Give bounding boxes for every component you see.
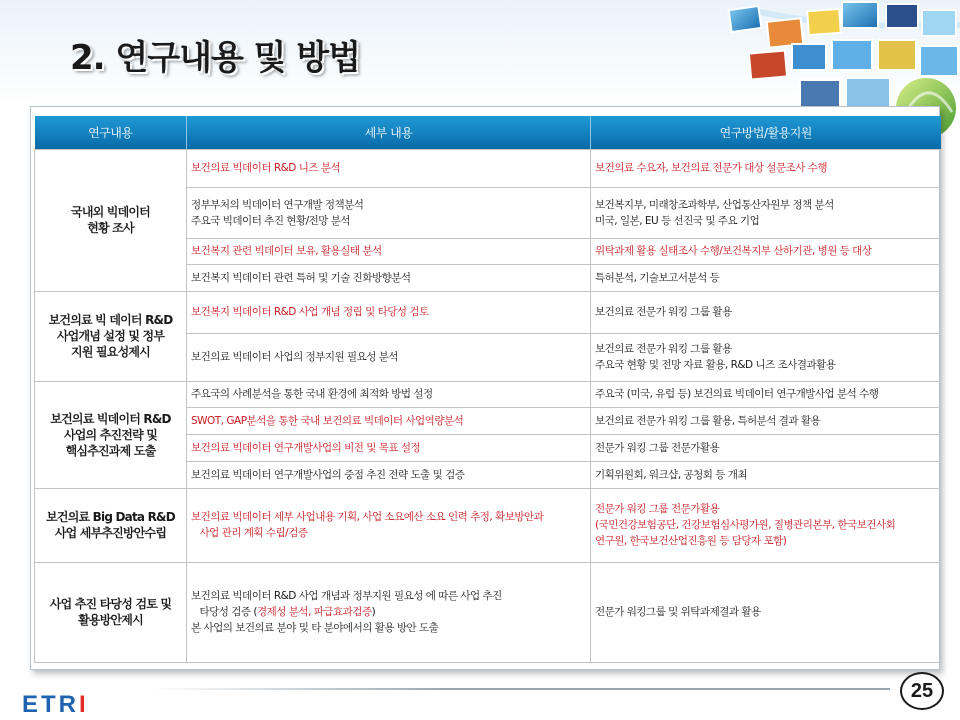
method-cell: 위탁과제 활용 실태조사 수행/보건복지부 산하기관, 병원 등 대상 bbox=[591, 238, 941, 264]
detail-cell: 보건의료 빅데이터 연구개발사업의 비전 및 목표 설정 bbox=[187, 434, 591, 461]
detail-text: ) bbox=[371, 606, 376, 618]
detail-cell: 보건의료 빅데이터 세부 사업내용 기획, 사업 소요예산 소요 인력 추정, 확보방안과 사업 관리 계획 수립/검증 bbox=[187, 488, 591, 562]
header-detail: 세부 내용 bbox=[187, 116, 591, 149]
method-cell: 보건의료 전문가 워킹 그룹 활용 주요국 현황 및 전망 자료 활용, R&D 니즈 조사결과활용 bbox=[591, 333, 941, 381]
method-cell: 주요국 (미국, 유럽 등) 보건의료 빅데이터 연구개발사업 분석 수행 bbox=[591, 381, 941, 407]
header-method: 연구방법/활용지원 bbox=[591, 116, 941, 149]
detail-cell: 보건복지 빅데이터 관련 특허 및 기술 진화방향분석 bbox=[187, 264, 591, 291]
content-cell: 국내외 빅데이터 현황 조사 bbox=[35, 149, 187, 291]
detail-text: 타당성 검증 ( bbox=[191, 606, 257, 618]
method-cell: 보건복지부, 미래창조과학부, 산업통산자원부 정책 분석 미국, 일본, EU 등 선진국 및 주요 기업 bbox=[591, 187, 941, 238]
detail-cell: 정부부처의 빅데이터 연구개발 정책분석 주요국 빅데이터 추진 현황/전망 분석 bbox=[187, 187, 591, 238]
detail-cell: 보건의료 빅데이터 연구개발사업의 중점 추진 전략 도출 및 검증 bbox=[187, 461, 591, 488]
research-content-table bbox=[34, 116, 941, 663]
etri-logo bbox=[22, 691, 89, 718]
header-research-content: 연구내용 bbox=[35, 116, 187, 149]
table-row bbox=[35, 381, 941, 407]
footer-divider bbox=[150, 688, 890, 690]
detail-cell: 보건복지 관련 빅데이터 보유, 활용실태 분석 bbox=[187, 238, 591, 264]
detail-cell: 보건의료 빅데이터 사업의 정부지원 필요성 분석 bbox=[187, 333, 591, 381]
content-cell: 보건의료 빅데이터 R&D 사업의 추진전략 및 핵심추진과제 도출 bbox=[35, 381, 187, 488]
slide-title: 2. 연구내용 및 방법 bbox=[70, 38, 360, 78]
table-row bbox=[35, 488, 941, 562]
table-header-row bbox=[35, 116, 941, 149]
method-cell: 보건의료 전문가 워킹 그룹 활용 bbox=[591, 291, 941, 333]
content-cell: 사업 추진 타당성 검토 및 활용방안제시 bbox=[35, 562, 187, 662]
content-cell: 보건의료 Big Data R&D 사업 세부추진방안수립 bbox=[35, 488, 187, 562]
detail-cell: 주요국의 사례분석을 통한 국내 환경에 최적화 방법 설정 bbox=[187, 381, 591, 407]
detail-cell bbox=[187, 562, 591, 662]
method-cell: 특허분석, 기술보고서분석 등 bbox=[591, 264, 941, 291]
table-row bbox=[35, 562, 941, 662]
page-number-badge: 25 bbox=[900, 672, 944, 710]
method-cell: 전문가 워킹그룹 및 위탁과제결과 활용 bbox=[591, 562, 941, 662]
table-row bbox=[35, 291, 941, 333]
method-cell: 전문가 워킹 그룹 전문가활용 (국민건강보험공단, 건강보험심사평가원, 질병관리본부, 한국보건사회 연구원, 한국보건산업진흥원 등 담당자 포함) bbox=[591, 488, 941, 562]
detail-cell: SWOT, GAP분석을 통한 국내 보건의료 빅데이터 사업역량분석 bbox=[187, 407, 591, 434]
logo-text: ETR bbox=[22, 691, 79, 718]
logo-text-accent: I bbox=[79, 691, 89, 718]
detail-highlight: 경제성 분석, 파급효과검증 bbox=[257, 606, 372, 618]
detail-cell: 보건의료 빅데이터 R&D 니즈 분석 bbox=[187, 149, 591, 187]
table-row bbox=[35, 149, 941, 187]
detail-line: 보건의료 빅데이터 R&D 사업 개념과 정부지원 필요성 에 따른 사업 추진 bbox=[191, 590, 502, 602]
detail-line bbox=[191, 604, 586, 620]
method-cell: 기획위원회, 워크샵, 공청회 등 개최 bbox=[591, 461, 941, 488]
method-cell: 전문가 워킹 그룹 전문가활용 bbox=[591, 434, 941, 461]
method-cell: 보건의료 전문가 워킹 그룹 활용, 특허분석 결과 활용 bbox=[591, 407, 941, 434]
detail-line: 본 사업의 보건의료 분야 및 타 분야에서의 활용 방안 도출 bbox=[191, 622, 439, 634]
content-cell: 보건의료 빅 데이터 R&D 사업개념 설정 및 정부 지원 필요성제시 bbox=[35, 291, 187, 381]
detail-cell: 보건복지 빅데이터 R&D 사업 개념 정립 및 타당성 검토 bbox=[187, 291, 591, 333]
method-cell: 보건의료 수요자, 보건의료 전문가 대상 설문조사 수행 bbox=[591, 149, 941, 187]
